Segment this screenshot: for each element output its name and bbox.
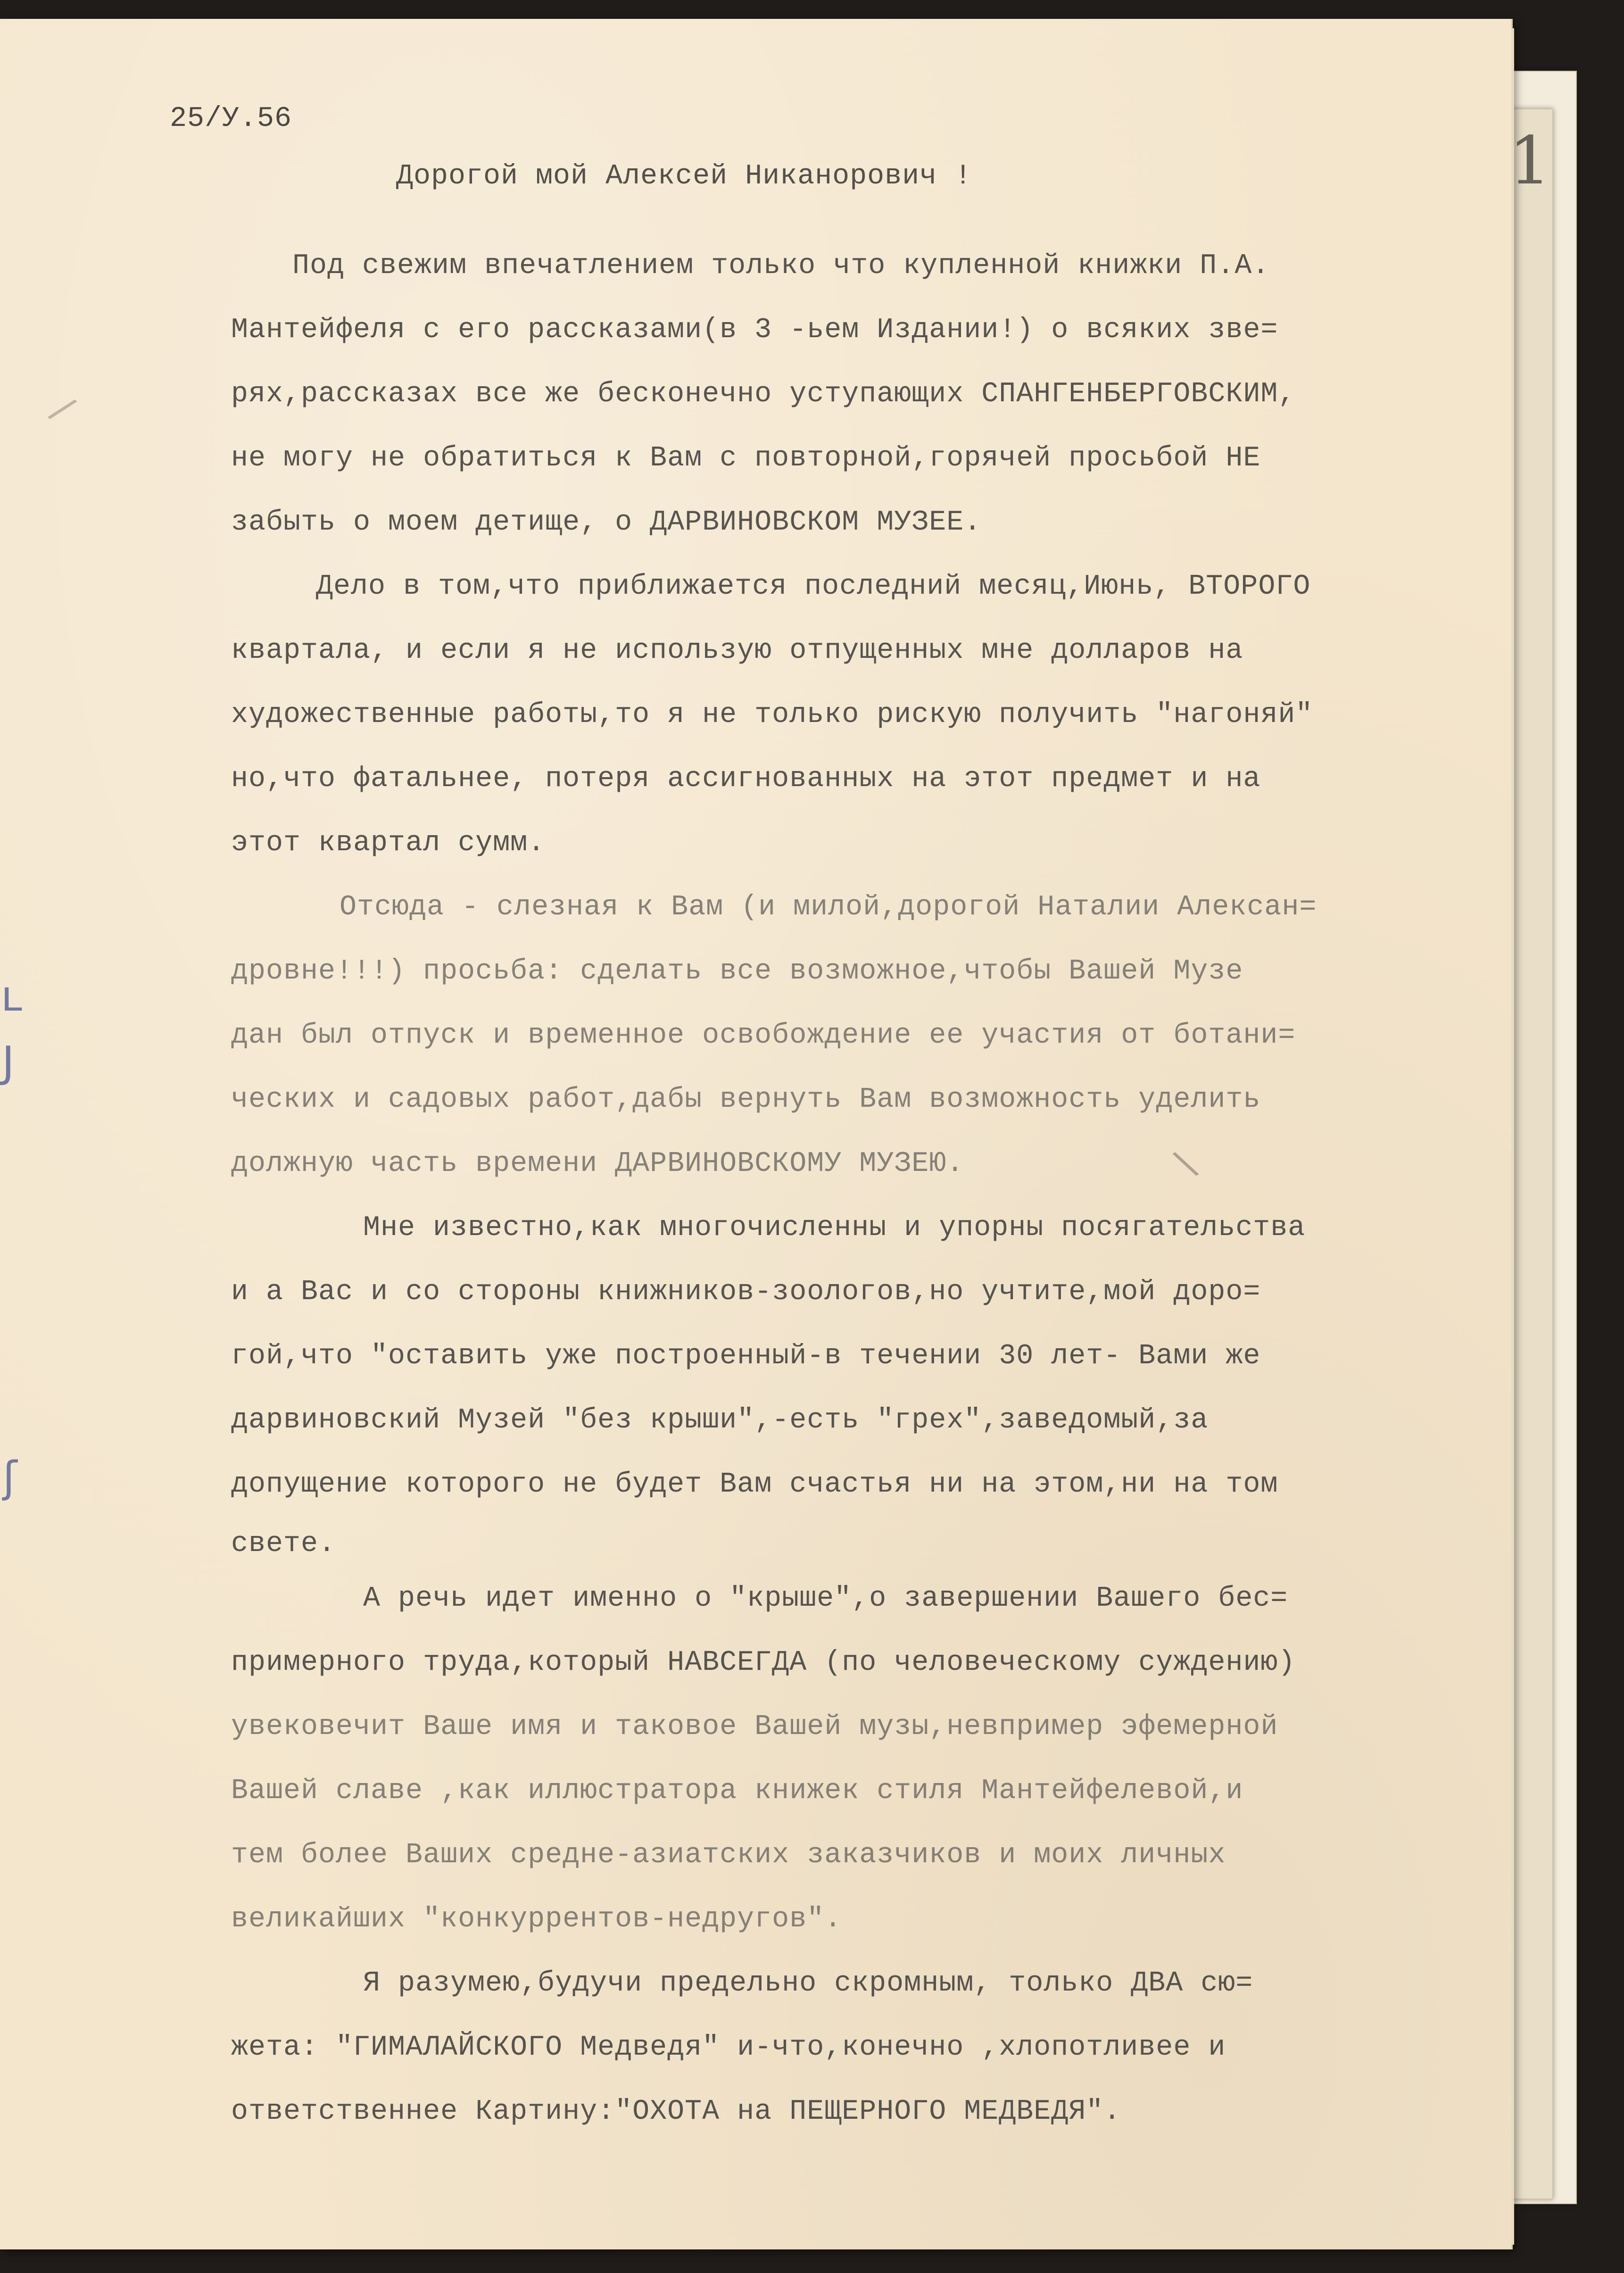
letter-line: Отсюда - слезная к Вам (и милой,дорогой Наталии Алексан= xyxy=(340,891,1317,923)
letter-line: рях,рассказах все же бесконечно уступающих СПАНГЕНБЕРГОВСКИМ, xyxy=(231,378,1296,410)
ink-mark-icon: J xyxy=(2,1037,15,1087)
letter-greeting: Дорогой мой Алексей Никанорович ! xyxy=(396,160,972,192)
letter-line: забыть о моем детище, о ДАРВИНОВСКОМ МУЗЕЕ. xyxy=(231,506,982,539)
letter-line: примерного труда,который НАВСЕГДА (по человеческому суждению) xyxy=(231,1647,1296,1679)
letter-line: гой,что "оставить уже построенный-в течении 30 лет- Вами же xyxy=(231,1340,1261,1372)
letter-line: и а Вас и со стороны книжников-зоологов,но учтите,мой доро= xyxy=(231,1276,1261,1308)
letter-line: ответственнее Картину:"ОХОТА на ПЕЩЕРНОГО МЕДВЕДЯ". xyxy=(231,2096,1121,2128)
page-number: 1 xyxy=(1509,123,1551,199)
letter-date: 25/У.56 xyxy=(170,103,292,135)
letter-sheet xyxy=(0,19,1513,2249)
letter-line: Мантейфеля с его рассказами(в 3 -ьем Издании!) о всяких зве= xyxy=(231,314,1278,346)
letter-line: великайших "конкуррентов-недругов". xyxy=(231,1903,842,1935)
letter-line: допущение которого не будет Вам счастья ни на этом,ни на том xyxy=(231,1468,1278,1501)
letter-line: этот квартал сумм. xyxy=(231,827,546,859)
ink-mark-icon: ʃ xyxy=(3,1452,17,1502)
pencil-stroke-icon: \ xyxy=(1168,1141,1202,1186)
letter-line: тем более Ваших средне-азиатских заказчиков и моих личных xyxy=(231,1839,1226,1871)
letter-line: но,что фатальнее, потеря ассигнованных на этот предмет и на xyxy=(231,763,1261,795)
letter-line: Вашей славе ,как иллюстратора книжек стиля Мантейфелевой,и xyxy=(231,1775,1243,1807)
letter-line: дан был отпуск и временное освобождение ее участия от ботани= xyxy=(231,1020,1296,1052)
letter-line: не могу не обратиться к Вам с повторной,горячей просьбой НЕ xyxy=(231,442,1261,474)
letter-line: художественные работы,то я не только рискую получить "нагоняй" xyxy=(231,699,1313,731)
letter-line: Под свежим впечатлением только что купленной книжки П.А. xyxy=(292,250,1270,282)
letter-line: квартала, и если я не использую отпущенных мне долларов на xyxy=(231,635,1243,667)
letter-line: Я разумею,будучи предельно скромным, только ДВА сю= xyxy=(363,1967,1253,1999)
ink-mark-icon: ʟ xyxy=(1,971,23,1021)
letter-line: Дело в том,что приближается последний месяц,Июнь, ВТОРОГО xyxy=(316,571,1311,603)
letter-line: дарвиновский Музей "без крыши",-есть "грех",заведомый,за xyxy=(231,1404,1209,1436)
letter-line: Мне известно,как многочисленны и упорны посягательства xyxy=(363,1212,1306,1244)
letter-line: жета: "ГИМАЛАЙСКОГО Медведя" и-что,конечно ,хлопотливее и xyxy=(231,2032,1226,2064)
letter-line: увековечит Ваше имя и таковое Вашей музы,невпример эфемерной xyxy=(231,1711,1278,1743)
letter-line: ческих и садовых работ,дабы вернуть Вам возможность уделить xyxy=(231,1084,1261,1116)
letter-line: свете. xyxy=(231,1528,336,1560)
letter-line: дровне!!!) просьба: сделать все возможное,чтобы Вашей Музе xyxy=(231,955,1243,987)
letter-line: должную часть времени ДАРВИНОВСКОМУ МУЗЕЮ. xyxy=(231,1148,964,1180)
letter-line: А речь идет именно о "крыше",о завершении Вашего бес= xyxy=(363,1583,1288,1615)
pencil-stroke-icon: / xyxy=(44,388,82,430)
sheet-edge xyxy=(1511,28,1514,2245)
